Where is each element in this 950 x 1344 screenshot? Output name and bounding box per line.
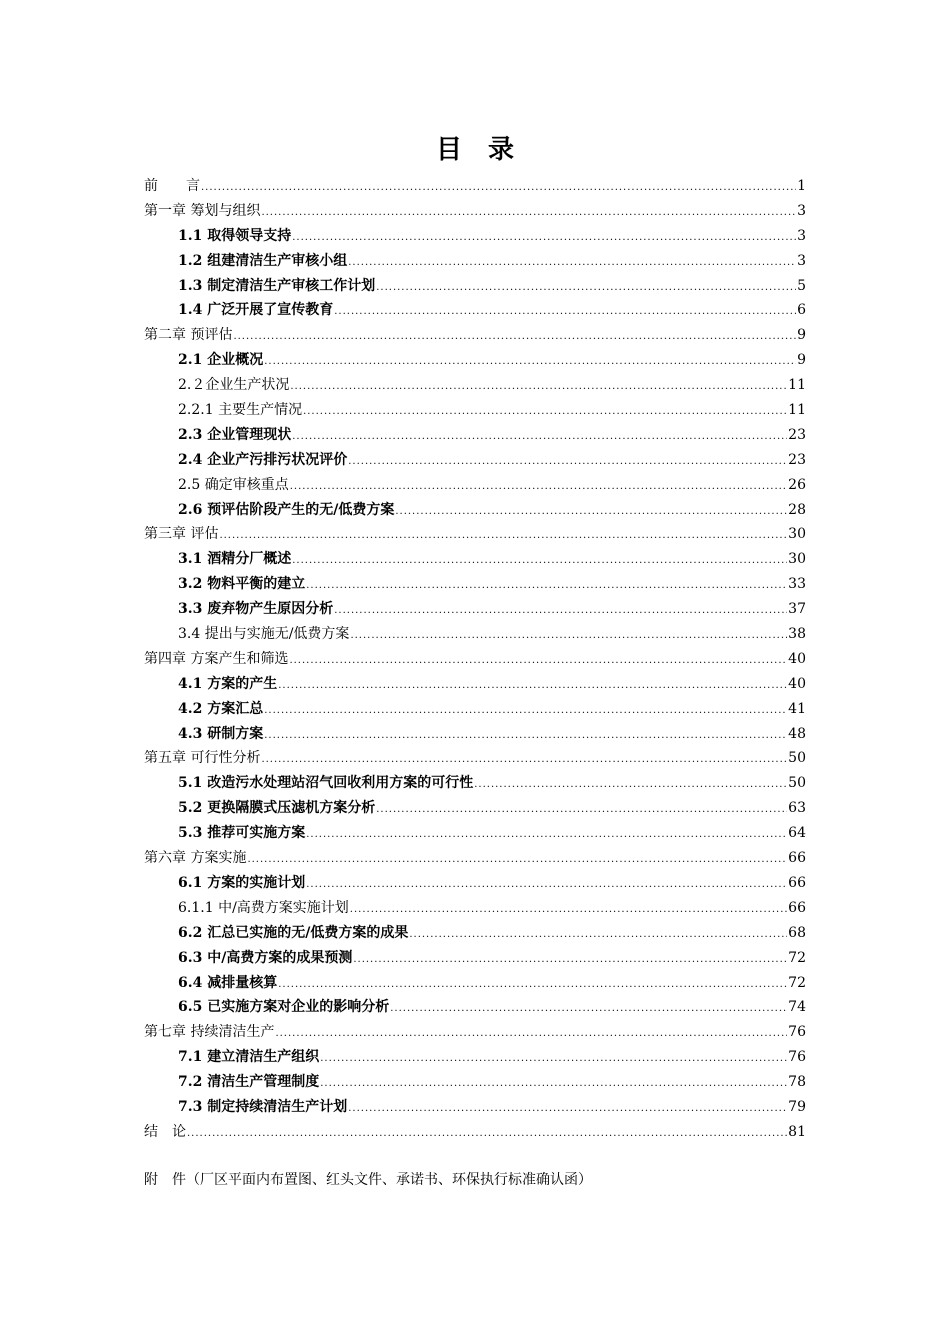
- toc-entry-label: 3.2 物料平衡的建立: [178, 576, 306, 593]
- toc-entry[interactable]: [144, 423, 806, 448]
- toc-leader-dots: [278, 973, 787, 998]
- toc-entry-label: 5.2 更换隔膜式压滤机方案分析: [178, 800, 376, 817]
- toc-entry[interactable]: [144, 1095, 806, 1120]
- toc-entry-label: 第五章 可行性分析: [144, 750, 261, 767]
- toc-leader-dots: [292, 226, 796, 251]
- toc-leader-dots: [409, 923, 787, 948]
- toc-entry[interactable]: [144, 647, 806, 672]
- toc-entry-page-number: 1: [797, 178, 806, 194]
- toc-leader-dots: [219, 524, 787, 549]
- toc-entry-label: 2.4 企业产污排污状况评价: [178, 451, 348, 468]
- toc-entry-page-number: 66: [788, 899, 806, 916]
- toc-entry-label: 第四章 方案产生和筛选: [144, 650, 289, 667]
- toc-entry-page-number: 23: [788, 426, 806, 443]
- toc-entry[interactable]: [144, 498, 806, 523]
- toc-entry-page-number: 74: [788, 999, 806, 1016]
- toc-entry-label: 4.1 方案的产生: [178, 675, 278, 692]
- toc-entry-label: 第七章 持续清洁生产: [144, 1024, 275, 1041]
- toc-entry[interactable]: [144, 1020, 806, 1045]
- toc-entry-page-number: 50: [788, 775, 806, 792]
- toc-entry[interactable]: [144, 1045, 806, 1070]
- toc-entry-label: 1.1 取得领导支持: [178, 227, 292, 244]
- toc-entry-page-number: 11: [788, 402, 806, 419]
- toc-entry[interactable]: [144, 224, 806, 249]
- toc-entry[interactable]: [144, 348, 806, 373]
- toc-entry-label: 2.1 企业概况: [178, 352, 264, 369]
- toc-entry-page-number: 3: [797, 202, 806, 219]
- toc-entry-label: 5.1 改造污水处理站沼气回收利用方案的可行性: [178, 775, 474, 792]
- toc-entry-label: 前 言: [144, 178, 200, 194]
- toc-entry-label: 7.3 制定持续清洁生产计划: [178, 1098, 348, 1115]
- toc-entry-label: 6.1.1 中/高费方案实施计划: [178, 899, 349, 916]
- toc-leader-dots: [350, 624, 787, 649]
- table-of-contents: [144, 174, 806, 1145]
- toc-leader-dots: [264, 350, 796, 375]
- toc-entry-label: 2.5 确定审核重点: [178, 476, 289, 493]
- toc-entry-page-number: 79: [788, 1098, 806, 1115]
- toc-entry-page-number: 26: [788, 476, 806, 493]
- toc-entry-label: 2.２企业生产状况: [178, 377, 290, 394]
- toc-entry-page-number: 3: [797, 252, 806, 269]
- toc-leader-dots: [306, 873, 787, 898]
- toc-leader-dots: [290, 375, 787, 400]
- toc-entry-label: 1.4 广泛开展了宣传教育: [178, 302, 334, 319]
- toc-entry[interactable]: [144, 547, 806, 572]
- toc-entry-page-number: 63: [788, 800, 806, 817]
- toc-leader-dots: [292, 549, 787, 574]
- toc-entry-label: 6.5 已实施方案对企业的影响分析: [178, 999, 390, 1016]
- toc-entry[interactable]: [144, 697, 806, 722]
- toc-entry-page-number: 41: [788, 700, 806, 717]
- toc-leader-dots: [320, 1047, 787, 1072]
- toc-entry[interactable]: [144, 522, 806, 547]
- toc-entry[interactable]: [144, 1070, 806, 1095]
- appendix-note: 附 件（厂区平面内布置图、红头文件、承诺书、环保执行标准确认函）: [144, 1172, 592, 1188]
- toc-entry-page-number: 76: [788, 1024, 806, 1041]
- toc-leader-dots: [350, 898, 787, 923]
- toc-entry-label: 5.3 推荐可实施方案: [178, 825, 306, 842]
- toc-entry-page-number: 40: [788, 650, 806, 667]
- toc-entry[interactable]: [144, 174, 806, 199]
- toc-entry-page-number: 72: [788, 974, 806, 991]
- toc-entry[interactable]: [144, 597, 806, 622]
- toc-leader-dots: [290, 475, 787, 500]
- toc-entry-page-number: 28: [788, 501, 806, 518]
- toc-leader-dots: [264, 699, 787, 724]
- toc-entry-page-number: 5: [797, 277, 806, 294]
- toc-entry[interactable]: [144, 298, 806, 323]
- toc-entry-label: 6.4 减排量核算: [178, 974, 278, 991]
- toc-entry-page-number: 78: [788, 1074, 806, 1091]
- toc-entry-page-number: 66: [788, 850, 806, 867]
- toc-entry-label: 6.2 汇总已实施的无/低费方案的成果: [178, 924, 409, 941]
- toc-leader-dots: [348, 1097, 787, 1122]
- toc-leader-dots: [334, 599, 787, 624]
- toc-leader-dots: [187, 1122, 787, 1147]
- toc-entry-page-number: 33: [788, 576, 806, 593]
- toc-entry[interactable]: [144, 274, 806, 299]
- toc-leader-dots: [292, 425, 787, 450]
- toc-entry-label: 4.2 方案汇总: [178, 700, 264, 717]
- toc-leader-dots: [395, 500, 787, 525]
- toc-entry-page-number: 81: [788, 1123, 806, 1140]
- toc-entry[interactable]: [144, 249, 806, 274]
- toc-entry-page-number: 3: [797, 227, 806, 244]
- toc-leader-dots: [376, 276, 796, 301]
- toc-entry[interactable]: [144, 448, 806, 473]
- toc-entry-page-number: 37: [788, 601, 806, 618]
- toc-leader-dots: [334, 300, 796, 325]
- toc-entry[interactable]: [144, 995, 806, 1020]
- toc-entry-label: 2.6 预评估阶段产生的无/低费方案: [178, 501, 395, 518]
- toc-entry-label: 6.1 方案的实施计划: [178, 874, 306, 891]
- toc-leader-dots: [261, 748, 787, 773]
- toc-entry[interactable]: [144, 323, 806, 348]
- toc-entry-label: 第三章 评估: [144, 526, 219, 543]
- toc-entry[interactable]: [144, 771, 806, 796]
- toc-entry-label: 第二章 预评估: [144, 327, 233, 344]
- toc-entry-label: 1.2 组建清洁生产审核小组: [178, 252, 348, 269]
- toc-leader-dots: [264, 724, 787, 749]
- toc-entry-label: 3.3 废弃物产生原因分析: [178, 601, 334, 618]
- toc-entry-page-number: 30: [788, 551, 806, 568]
- toc-entry-label: 6.3 中/高费方案的成果预测: [178, 949, 353, 966]
- toc-entry[interactable]: [144, 921, 806, 946]
- toc-entry-label: 2.2.1 主要生产情况: [178, 402, 303, 419]
- toc-leader-dots: [201, 176, 796, 201]
- toc-entry-page-number: 9: [797, 327, 806, 344]
- toc-entry-page-number: 30: [788, 526, 806, 543]
- toc-entry[interactable]: [144, 398, 806, 423]
- toc-entry-label: 1.3 制定清洁生产审核工作计划: [178, 277, 376, 294]
- toc-leader-dots: [233, 325, 796, 350]
- toc-entry-page-number: 72: [788, 949, 806, 966]
- toc-entry-page-number: 68: [788, 924, 806, 941]
- toc-leader-dots: [390, 997, 787, 1022]
- page-title: 目 录: [435, 135, 514, 165]
- toc-entry-page-number: 76: [788, 1049, 806, 1066]
- toc-entry[interactable]: [144, 1120, 806, 1145]
- toc-entry[interactable]: [144, 199, 806, 224]
- toc-entry-page-number: 64: [788, 825, 806, 842]
- toc-entry[interactable]: [144, 971, 806, 996]
- toc-entry-label: 第六章 方案实施: [144, 850, 247, 867]
- toc-leader-dots: [353, 948, 787, 973]
- toc-entry[interactable]: [144, 821, 806, 846]
- toc-entry[interactable]: [144, 746, 806, 771]
- toc-entry-page-number: 48: [788, 725, 806, 742]
- toc-entry-label: 7.1 建立清洁生产组织: [178, 1049, 320, 1066]
- toc-entry[interactable]: [144, 473, 806, 498]
- toc-entry[interactable]: [144, 373, 806, 398]
- toc-leader-dots: [376, 798, 787, 823]
- toc-entry[interactable]: [144, 871, 806, 896]
- toc-leader-dots: [303, 400, 787, 425]
- toc-entry-page-number: 11: [788, 377, 806, 394]
- toc-leader-dots: [247, 848, 787, 873]
- toc-leader-dots: [278, 674, 787, 699]
- toc-entry[interactable]: [144, 796, 806, 821]
- toc-entry-page-number: 9: [797, 352, 806, 369]
- toc-leader-dots: [306, 574, 787, 599]
- toc-leader-dots: [474, 773, 787, 798]
- toc-entry-label: 7.2 清洁生产管理制度: [178, 1074, 320, 1091]
- toc-leader-dots: [348, 251, 796, 276]
- toc-entry-label: 3.1 酒精分厂概述: [178, 551, 292, 568]
- toc-entry[interactable]: [144, 846, 806, 871]
- toc-entry-label: 3.4 提出与实施无/低费方案: [178, 626, 350, 643]
- toc-entry-page-number: 50: [788, 750, 806, 767]
- toc-entry[interactable]: [144, 572, 806, 597]
- toc-entry[interactable]: [144, 622, 806, 647]
- toc-entry-page-number: 38: [788, 626, 806, 643]
- toc-entry-page-number: 66: [788, 874, 806, 891]
- toc-entry[interactable]: [144, 722, 806, 747]
- toc-leader-dots: [320, 1072, 787, 1097]
- toc-leader-dots: [348, 450, 787, 475]
- toc-entry-page-number: 40: [788, 675, 806, 692]
- toc-entry-label: 第一章 筹划与组织: [144, 202, 261, 219]
- toc-entry-label: 4.3 研制方案: [178, 725, 264, 742]
- toc-entry-page-number: 6: [797, 302, 806, 319]
- toc-leader-dots: [289, 649, 787, 674]
- toc-entry-page-number: 23: [788, 451, 806, 468]
- toc-entry[interactable]: [144, 896, 806, 921]
- toc-entry[interactable]: [144, 672, 806, 697]
- toc-entry-label: 结 论: [144, 1123, 186, 1140]
- toc-entry[interactable]: [144, 946, 806, 971]
- toc-entry-label: 2.3 企业管理现状: [178, 426, 292, 443]
- toc-leader-dots: [306, 823, 787, 848]
- toc-leader-dots: [275, 1022, 787, 1047]
- toc-leader-dots: [261, 201, 796, 226]
